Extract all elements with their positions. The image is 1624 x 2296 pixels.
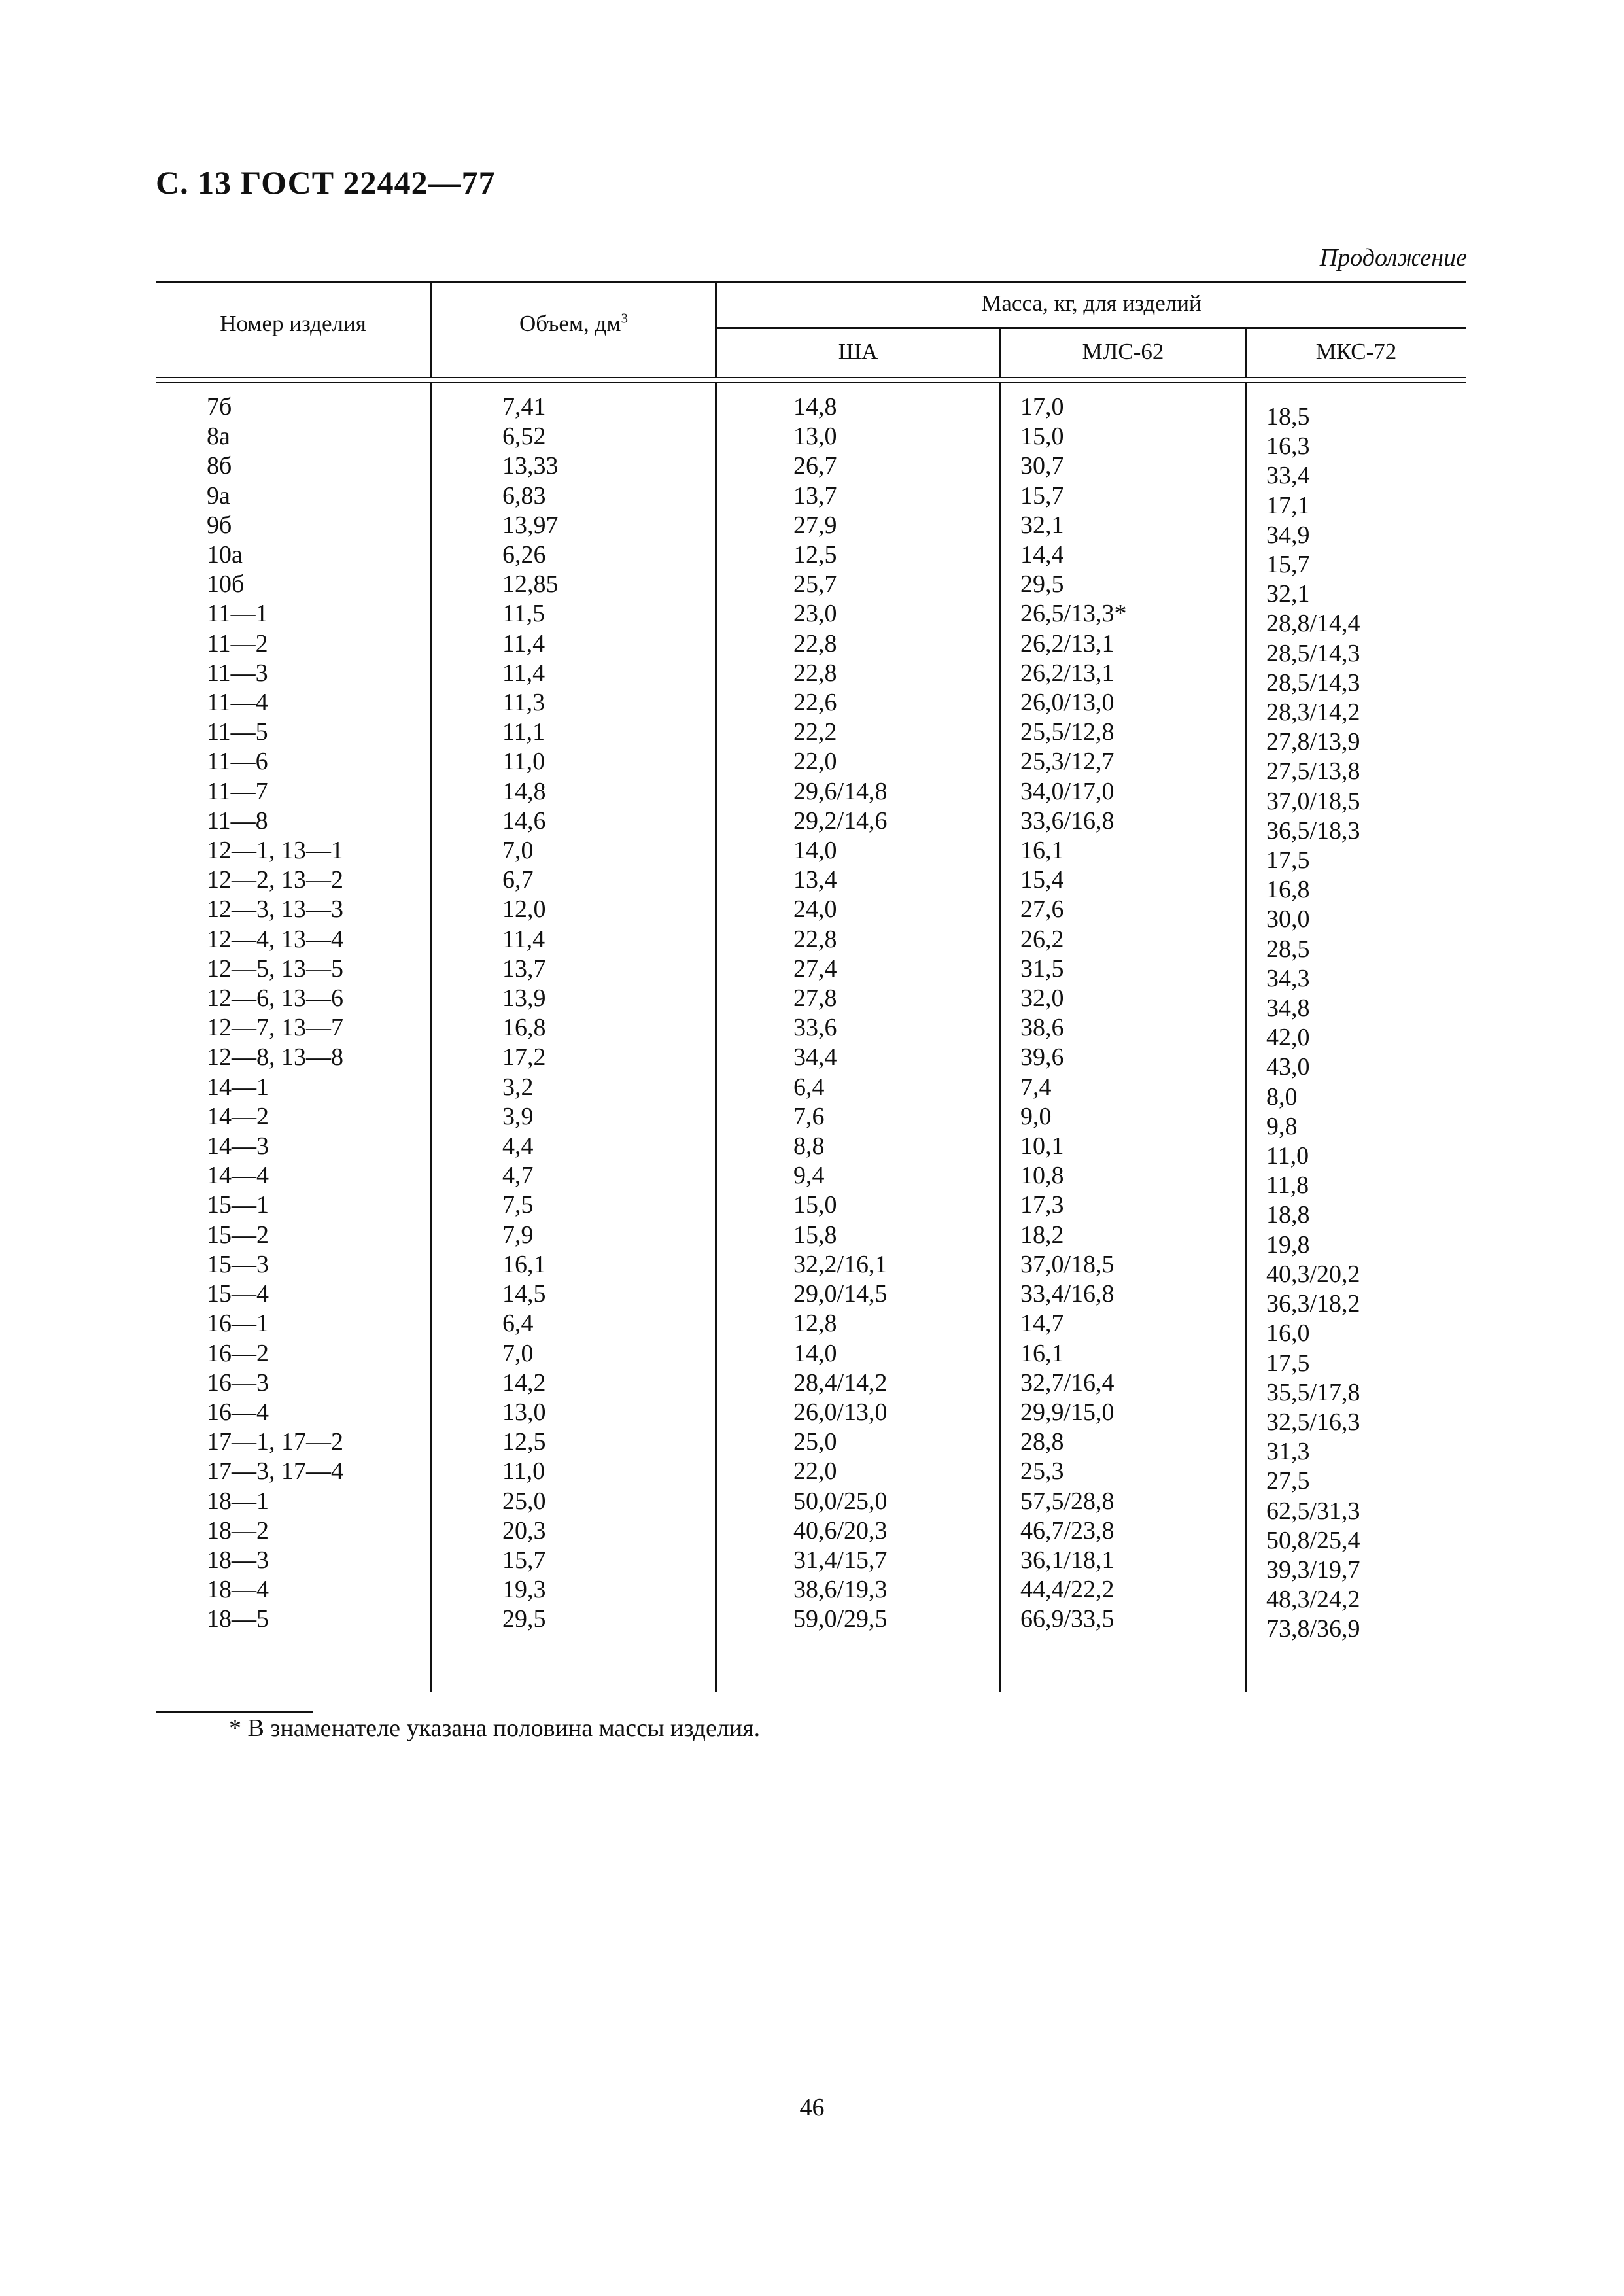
table-cell: 36,5/18,3 — [1266, 816, 1360, 844]
table-cell: 29,2/14,6 — [793, 807, 888, 835]
table-cell: 44,4/22,2 — [1020, 1576, 1114, 1604]
table-cell: 31,4/15,7 — [793, 1546, 888, 1574]
table-cell: 16,1 — [502, 1250, 546, 1278]
table-cell: 3,9 — [502, 1102, 534, 1130]
table-cell: 29,6/14,8 — [793, 777, 888, 805]
table-cell: 16,0 — [1266, 1319, 1310, 1348]
table-cell: 32,2/16,1 — [793, 1250, 888, 1278]
table-cell: 12,8 — [793, 1310, 837, 1338]
table-cell: 34,9 — [1266, 521, 1310, 549]
table-cell: 9,0 — [1020, 1102, 1052, 1130]
table-cell: 42,0 — [1266, 1024, 1310, 1052]
table-cell: 16,1 — [1020, 837, 1064, 865]
page-number: 46 — [799, 2094, 825, 2121]
table-cell: 14,4 — [1020, 541, 1064, 569]
table-cell: 8а — [207, 423, 230, 451]
table-cell: 23,0 — [793, 600, 837, 628]
table-cell: 12—5, 13—5 — [207, 954, 343, 983]
table-cell: 15,0 — [1020, 423, 1064, 451]
table-cell: 6,26 — [502, 541, 546, 569]
table-cell: 17,1 — [1266, 491, 1310, 519]
table-cell: 12,85 — [502, 570, 559, 599]
table-cell: 11,0 — [502, 1457, 545, 1486]
table-cell: 39,6 — [1020, 1043, 1064, 1071]
table-cell: 6,83 — [502, 481, 546, 510]
table-cell: 32,0 — [1020, 984, 1064, 1013]
table-cell: 11,3 — [502, 689, 545, 717]
table-cell: 14—3 — [207, 1132, 269, 1160]
table-cell: 12—4, 13—4 — [207, 925, 343, 953]
table-cell: 17,5 — [1266, 846, 1310, 875]
table-cell: 27,5 — [1266, 1467, 1310, 1495]
table-cell: 13,7 — [793, 481, 837, 510]
table-cell: 7,0 — [502, 1339, 534, 1367]
table-cell: 17,0 — [1020, 393, 1064, 421]
table-cell: 39,3/19,7 — [1266, 1556, 1360, 1584]
table-cell: 16—1 — [207, 1310, 269, 1338]
table-cell: 15—2 — [207, 1221, 269, 1249]
table-cell: 29,5 — [1020, 570, 1064, 599]
column-item-number — [207, 392, 343, 1635]
table-cell: 22,8 — [793, 925, 837, 953]
body-divider-1 — [430, 383, 432, 1692]
table-cell: 13,97 — [502, 511, 559, 539]
table-cell: 7,9 — [502, 1221, 534, 1249]
table-cell: 13,33 — [502, 452, 559, 480]
table-cell: 25,5/12,8 — [1020, 718, 1114, 746]
table-cell: 28,3/14,2 — [1266, 699, 1360, 727]
table-cell: 30,7 — [1020, 452, 1064, 480]
table-cell: 15,4 — [1020, 866, 1064, 894]
table-cell: 22,0 — [793, 1457, 837, 1486]
table-cell: 14—2 — [207, 1102, 269, 1130]
table-cell: 27,8 — [793, 984, 837, 1013]
table-cell: 22,6 — [793, 689, 837, 717]
table-cell: 28,8/14,4 — [1266, 610, 1360, 638]
table-cell: 14,0 — [793, 837, 837, 865]
table-cell: 6,7 — [502, 866, 534, 894]
table-cell: 57,5/28,8 — [1020, 1487, 1114, 1515]
table-cell: 9,8 — [1266, 1112, 1298, 1140]
table-cell: 32,5/16,3 — [1266, 1408, 1360, 1436]
table-cell: 43,0 — [1266, 1053, 1310, 1081]
table-cell: 35,5/17,8 — [1266, 1378, 1360, 1406]
table-cell: 14,5 — [502, 1280, 546, 1308]
table-cell: 14,8 — [502, 777, 546, 805]
table-cell: 12—1, 13—1 — [207, 837, 343, 865]
table-cell: 9,4 — [793, 1162, 825, 1190]
table-cell: 34,3 — [1266, 964, 1310, 992]
table-cell: 40,6/20,3 — [793, 1516, 888, 1544]
table-cell: 11,5 — [502, 600, 545, 628]
table-cell: 11—2 — [207, 629, 268, 657]
table-cell: 7,41 — [502, 393, 546, 421]
table-cell: 14—4 — [207, 1162, 269, 1190]
table-cell: 32,1 — [1266, 580, 1310, 608]
table-cell: 50,8/25,4 — [1266, 1526, 1360, 1554]
table-cell: 8,0 — [1266, 1083, 1298, 1111]
table-cell: 28,5 — [1266, 935, 1310, 963]
table-cell: 50,0/25,0 — [793, 1487, 888, 1515]
table-cell: 15—4 — [207, 1280, 269, 1308]
table-cell: 27,8/13,9 — [1266, 728, 1360, 756]
table-cell: 17,3 — [1020, 1191, 1064, 1219]
table-cell: 8б — [207, 452, 232, 480]
header-volume-text: Объем, дм — [519, 311, 621, 336]
table-cell: 14,8 — [793, 393, 837, 421]
table-cell: 11—4 — [207, 689, 268, 717]
table-cell: 38,6 — [1020, 1014, 1064, 1042]
table-cell: 18—2 — [207, 1516, 269, 1544]
table-cell: 7,6 — [793, 1102, 825, 1130]
header-double-rule-1 — [156, 377, 1466, 378]
table-cell: 26,2 — [1020, 925, 1064, 953]
table-cell: 26,2/13,1 — [1020, 629, 1114, 657]
table-cell: 33,6/16,8 — [1020, 807, 1114, 835]
table-cell: 32,7/16,4 — [1020, 1368, 1114, 1397]
table-cell: 31,5 — [1020, 954, 1064, 983]
table-cell: 26,0/13,0 — [1020, 689, 1114, 717]
table-cell: 14,6 — [502, 807, 546, 835]
table-cell: 27,5/13,8 — [1266, 757, 1360, 786]
table-cell: 18,8 — [1266, 1201, 1310, 1229]
table-cell: 18—1 — [207, 1487, 269, 1515]
table-cell: 16—4 — [207, 1398, 269, 1426]
table-cell: 18,5 — [1266, 403, 1310, 430]
table-cell: 11,4 — [502, 659, 545, 687]
table-cell: 26,7 — [793, 452, 837, 480]
table-cell: 15,0 — [793, 1191, 837, 1219]
footnote: * В знаменателе указана половина массы изделия. — [229, 1714, 761, 1742]
table-cell: 59,0/29,5 — [793, 1605, 888, 1633]
table-cell: 16,8 — [1266, 876, 1310, 904]
table-cell: 17,2 — [502, 1043, 546, 1071]
table-cell: 27,9 — [793, 511, 837, 539]
header-mks-72: МКС-72 — [1315, 339, 1397, 364]
table-cell: 11,0 — [1266, 1142, 1309, 1170]
table-cell: 33,4/16,8 — [1020, 1280, 1114, 1308]
table-cell: 12—2, 13—2 — [207, 866, 343, 894]
table-cell: 25,7 — [793, 570, 837, 599]
table-cell: 34,0/17,0 — [1020, 777, 1114, 805]
continuation-label: Продолжение — [1319, 244, 1467, 271]
page-header: С. 13 ГОСТ 22442—77 — [156, 164, 496, 201]
table-cell: 25,3/12,7 — [1020, 748, 1114, 776]
table-cell: 28,5/14,3 — [1266, 639, 1360, 667]
table-cell: 34,4 — [793, 1043, 837, 1071]
table-cell: 66,9/33,5 — [1020, 1605, 1114, 1633]
table-cell: 17,5 — [1266, 1349, 1310, 1377]
table-cell: 46,7/23,8 — [1020, 1516, 1114, 1544]
table-cell: 12—8, 13—8 — [207, 1043, 343, 1071]
column-volume — [502, 392, 559, 1635]
table-cell: 15—3 — [207, 1250, 269, 1278]
table-cell: 48,3/24,2 — [1266, 1586, 1360, 1614]
table-cell: 12—3, 13—3 — [207, 896, 343, 924]
header-mass-group: Масса, кг, для изделий — [981, 290, 1201, 316]
table-cell: 29,9/15,0 — [1020, 1398, 1114, 1426]
table-cell: 27,6 — [1020, 896, 1064, 924]
table-cell: 25,0 — [502, 1487, 546, 1515]
table-cell: 13,4 — [793, 866, 837, 894]
table-cell: 7,4 — [1020, 1073, 1052, 1101]
table-cell: 11,4 — [502, 925, 545, 953]
table-cell: 13,0 — [793, 423, 837, 451]
table-cell: 14,0 — [793, 1339, 837, 1367]
column-mks-72 — [1266, 402, 1360, 1644]
table-cell: 13,0 — [502, 1398, 546, 1426]
table-cell: 40,3/20,2 — [1266, 1260, 1360, 1288]
table-cell: 26,5/13,3* — [1020, 600, 1127, 628]
header-volume — [432, 311, 715, 337]
table-cell: 11—7 — [207, 777, 268, 805]
table-cell: 11—1 — [207, 600, 268, 628]
table-cell: 34,8 — [1266, 994, 1310, 1022]
table-cell: 15,7 — [1266, 551, 1310, 579]
footnote-rule — [156, 1711, 313, 1713]
table-cell: 15,7 — [1020, 481, 1064, 510]
table-cell: 11—6 — [207, 748, 268, 776]
column-sha — [793, 392, 888, 1635]
table-cell: 15,8 — [793, 1221, 837, 1249]
table-cell: 3,2 — [502, 1073, 534, 1101]
table-cell: 6,4 — [793, 1073, 825, 1101]
table-cell: 16,8 — [502, 1014, 546, 1042]
table-cell: 33,6 — [793, 1014, 837, 1042]
table-cell: 73,8/36,9 — [1266, 1615, 1360, 1643]
table-cell: 16,1 — [1020, 1339, 1064, 1367]
table-cell: 22,0 — [793, 748, 837, 776]
table-cell: 38,6/19,3 — [793, 1576, 888, 1604]
table-cell: 11,1 — [502, 718, 545, 746]
table-cell: 13,9 — [502, 984, 546, 1013]
table-cell: 32,1 — [1020, 511, 1064, 539]
table-cell: 11,4 — [502, 629, 545, 657]
body-divider-4 — [1245, 383, 1247, 1692]
table-cell: 13,7 — [502, 954, 546, 983]
mass-group-rule — [715, 327, 1466, 329]
table-cell: 14,7 — [1020, 1310, 1064, 1338]
table-cell: 11—5 — [207, 718, 268, 746]
table-cell: 19,8 — [1266, 1230, 1310, 1259]
table-cell: 15,7 — [502, 1546, 546, 1574]
table-cell: 9а — [207, 481, 230, 510]
table-cell: 36,1/18,1 — [1020, 1546, 1114, 1574]
header-mls-62: МЛС-62 — [1082, 339, 1164, 364]
table-cell: 7,0 — [502, 837, 534, 865]
table-cell: 7,5 — [502, 1191, 534, 1219]
table-cell: 16—3 — [207, 1368, 269, 1397]
table-cell: 16,3 — [1266, 432, 1310, 461]
table-cell: 12—7, 13—7 — [207, 1014, 343, 1042]
table-cell: 28,8 — [1020, 1428, 1064, 1456]
table-cell: 62,5/31,3 — [1266, 1497, 1360, 1525]
table-cell: 22,2 — [793, 718, 837, 746]
table-cell: 6,4 — [502, 1310, 534, 1338]
table-cell: 37,0/18,5 — [1266, 787, 1360, 815]
header-sha: ША — [838, 339, 878, 364]
table-cell: 11—3 — [207, 659, 268, 687]
table-cell: 10а — [207, 541, 243, 569]
table-cell: 25,3 — [1020, 1457, 1064, 1486]
table-cell: 24,0 — [793, 896, 837, 924]
table-cell: 11,0 — [502, 748, 545, 776]
table-cell: 16—2 — [207, 1339, 269, 1367]
table-cell: 25,0 — [793, 1428, 837, 1456]
table-cell: 17—3, 17—4 — [207, 1457, 343, 1486]
table-cell: 19,3 — [502, 1576, 546, 1604]
table-cell: 28,4/14,2 — [793, 1368, 888, 1397]
table-cell: 29,5 — [502, 1605, 546, 1633]
table-cell: 30,0 — [1266, 905, 1310, 933]
table-cell: 37,0/18,5 — [1020, 1250, 1114, 1278]
table-cell: 12,5 — [502, 1428, 546, 1456]
table-cell: 18,2 — [1020, 1221, 1064, 1249]
header-double-rule-2 — [156, 382, 1466, 383]
table-cell: 28,5/14,3 — [1266, 669, 1360, 697]
table-cell: 8,8 — [793, 1132, 825, 1160]
table-cell: 18—3 — [207, 1546, 269, 1574]
table-cell: 18—4 — [207, 1576, 269, 1604]
header-item-number: Номер изделия — [220, 311, 366, 336]
table-cell: 33,4 — [1266, 462, 1310, 490]
table-cell: 29,0/14,5 — [793, 1280, 888, 1308]
table-cell: 6,52 — [502, 423, 546, 451]
table-cell: 10,1 — [1020, 1132, 1064, 1160]
table-cell: 26,2/13,1 — [1020, 659, 1114, 687]
column-mls-62 — [1020, 392, 1127, 1635]
table-cell: 20,3 — [502, 1516, 546, 1544]
table-cell: 10,8 — [1020, 1162, 1064, 1190]
table-cell: 14—1 — [207, 1073, 269, 1101]
table-cell: 36,3/18,2 — [1266, 1290, 1360, 1318]
table-cell: 11—8 — [207, 807, 268, 835]
table-cell: 27,4 — [793, 954, 837, 983]
table-cell: 17—1, 17—2 — [207, 1428, 343, 1456]
table-cell: 26,0/13,0 — [793, 1398, 888, 1426]
table-top-rule — [156, 281, 1466, 283]
table-cell: 4,7 — [502, 1162, 534, 1190]
table-cell: 9б — [207, 511, 232, 539]
table-cell: 12,5 — [793, 541, 837, 569]
table-cell: 12—6, 13—6 — [207, 984, 343, 1013]
table-cell: 22,8 — [793, 659, 837, 687]
table-cell: 12,0 — [502, 896, 546, 924]
table-cell: 10б — [207, 570, 245, 599]
table-cell: 18—5 — [207, 1605, 269, 1633]
table-cell: 15—1 — [207, 1191, 269, 1219]
body-divider-3 — [999, 383, 1001, 1692]
header-volume-sup: 3 — [621, 310, 628, 326]
table-cell: 7б — [207, 393, 232, 421]
table-cell: 4,4 — [502, 1132, 534, 1160]
table-cell: 14,2 — [502, 1368, 546, 1397]
table-cell: 22,8 — [793, 629, 837, 657]
body-divider-2 — [715, 383, 717, 1692]
table-cell: 31,3 — [1266, 1438, 1310, 1466]
table-cell: 11,8 — [1266, 1172, 1309, 1200]
